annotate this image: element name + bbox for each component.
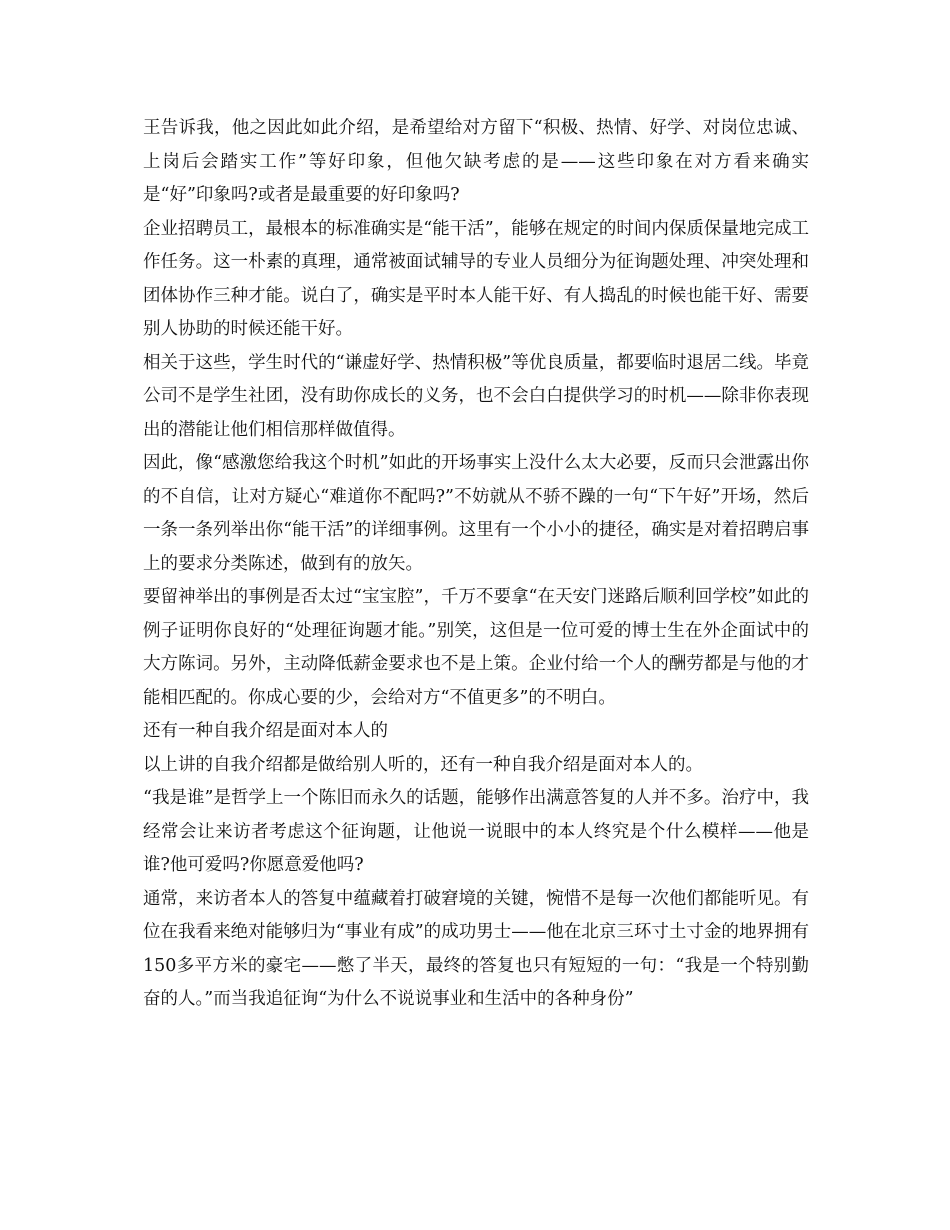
paragraph-8: “我是谁”是哲学上一个陈旧而永久的话题，能够作出满意答复的人并不多。治疗中，我经常会让来访者考虑这个征询题，让他说一说眼中的本人终究是个什么模样——他是谁?他可爱吗?你愿意爱他吗? [143, 788, 809, 875]
paragraph-2: 企业招聘员工，最根本的标准确实是“能干活”，能够在规定的时间内保质保量地完成工作任务。这一朴素的真理，通常被面试辅导的专业人员细分为征询题处理、冲突处理和团体协作三种才能。说白了，确实是平时本人能干好、有人捣乱的时候也能干好、需要别人协助的时候还能干好。 [143, 218, 809, 339]
document-body [143, 112, 809, 1017]
paragraph-1: 王告诉我，他之因此如此介绍，是希望给对方留下“积极、热情、好学、对岗位忠诚、上岗后会踏实工作”等好印象，但他欠缺考虑的是——这些印象在对方看来确实是“好”印象吗?或者是最重要的好印象吗? [143, 118, 809, 205]
section-heading: 还有一种自我介绍是面对本人的 [143, 721, 388, 741]
paragraph-9: 通常，来访者本人的答复中蕴藏着打破窘境的关键，惋惜不是每一次他们都能听见。有位在我看来绝对能够归为“事业有成”的成功男士——他在北京三环寸土寸金的地界拥有150多平方米的豪宅——憋了半天，最终的答复也只有短短的一句：“我是一个特别勤奋的人。”而当我追征询“为什么不说说事业和生活中的各种身份” [143, 888, 809, 1009]
paragraph-5: 要留神举出的事例是否太过“宝宝腔”，千万不要拿“在天安门迷路后顺利回学校”如此的例子证明你良好的“处理征询题才能。”别笑，这但是一位可爱的博士生在外企面试中的大方陈词。另外，主动降低薪金要求也不是上策。企业付给一个人的酬劳都是与他的才能相匹配的。你成心要的少，会给对方“不值更多”的不明白。 [143, 587, 809, 708]
paragraph-4: 因此，像“感激您给我这个时机”如此的开场事实上没什么太大必要，反而只会泄露出你的不自信，让对方疑心“难道你不配吗?”不妨就从不骄不躁的一句“下午好”开场，然后一条一条列举出你“能干活”的详细事例。这里有一个小小的捷径，确实是对着招聘启事上的要求分类陈述，做到有的放矢。 [143, 453, 809, 574]
paragraph-3: 相关于这些，学生时代的“谦虚好学、热情积极”等优良质量，都要临时退居二线。毕竟公司不是学生社团，没有助你成长的义务，也不会白白提供学习的时机——除非你表现出的潜能让他们相信那样做值得。 [143, 352, 809, 440]
paragraph-7: 以上讲的自我介绍都是做给别人听的，还有一种自我介绍是面对本人的。 [143, 754, 703, 775]
